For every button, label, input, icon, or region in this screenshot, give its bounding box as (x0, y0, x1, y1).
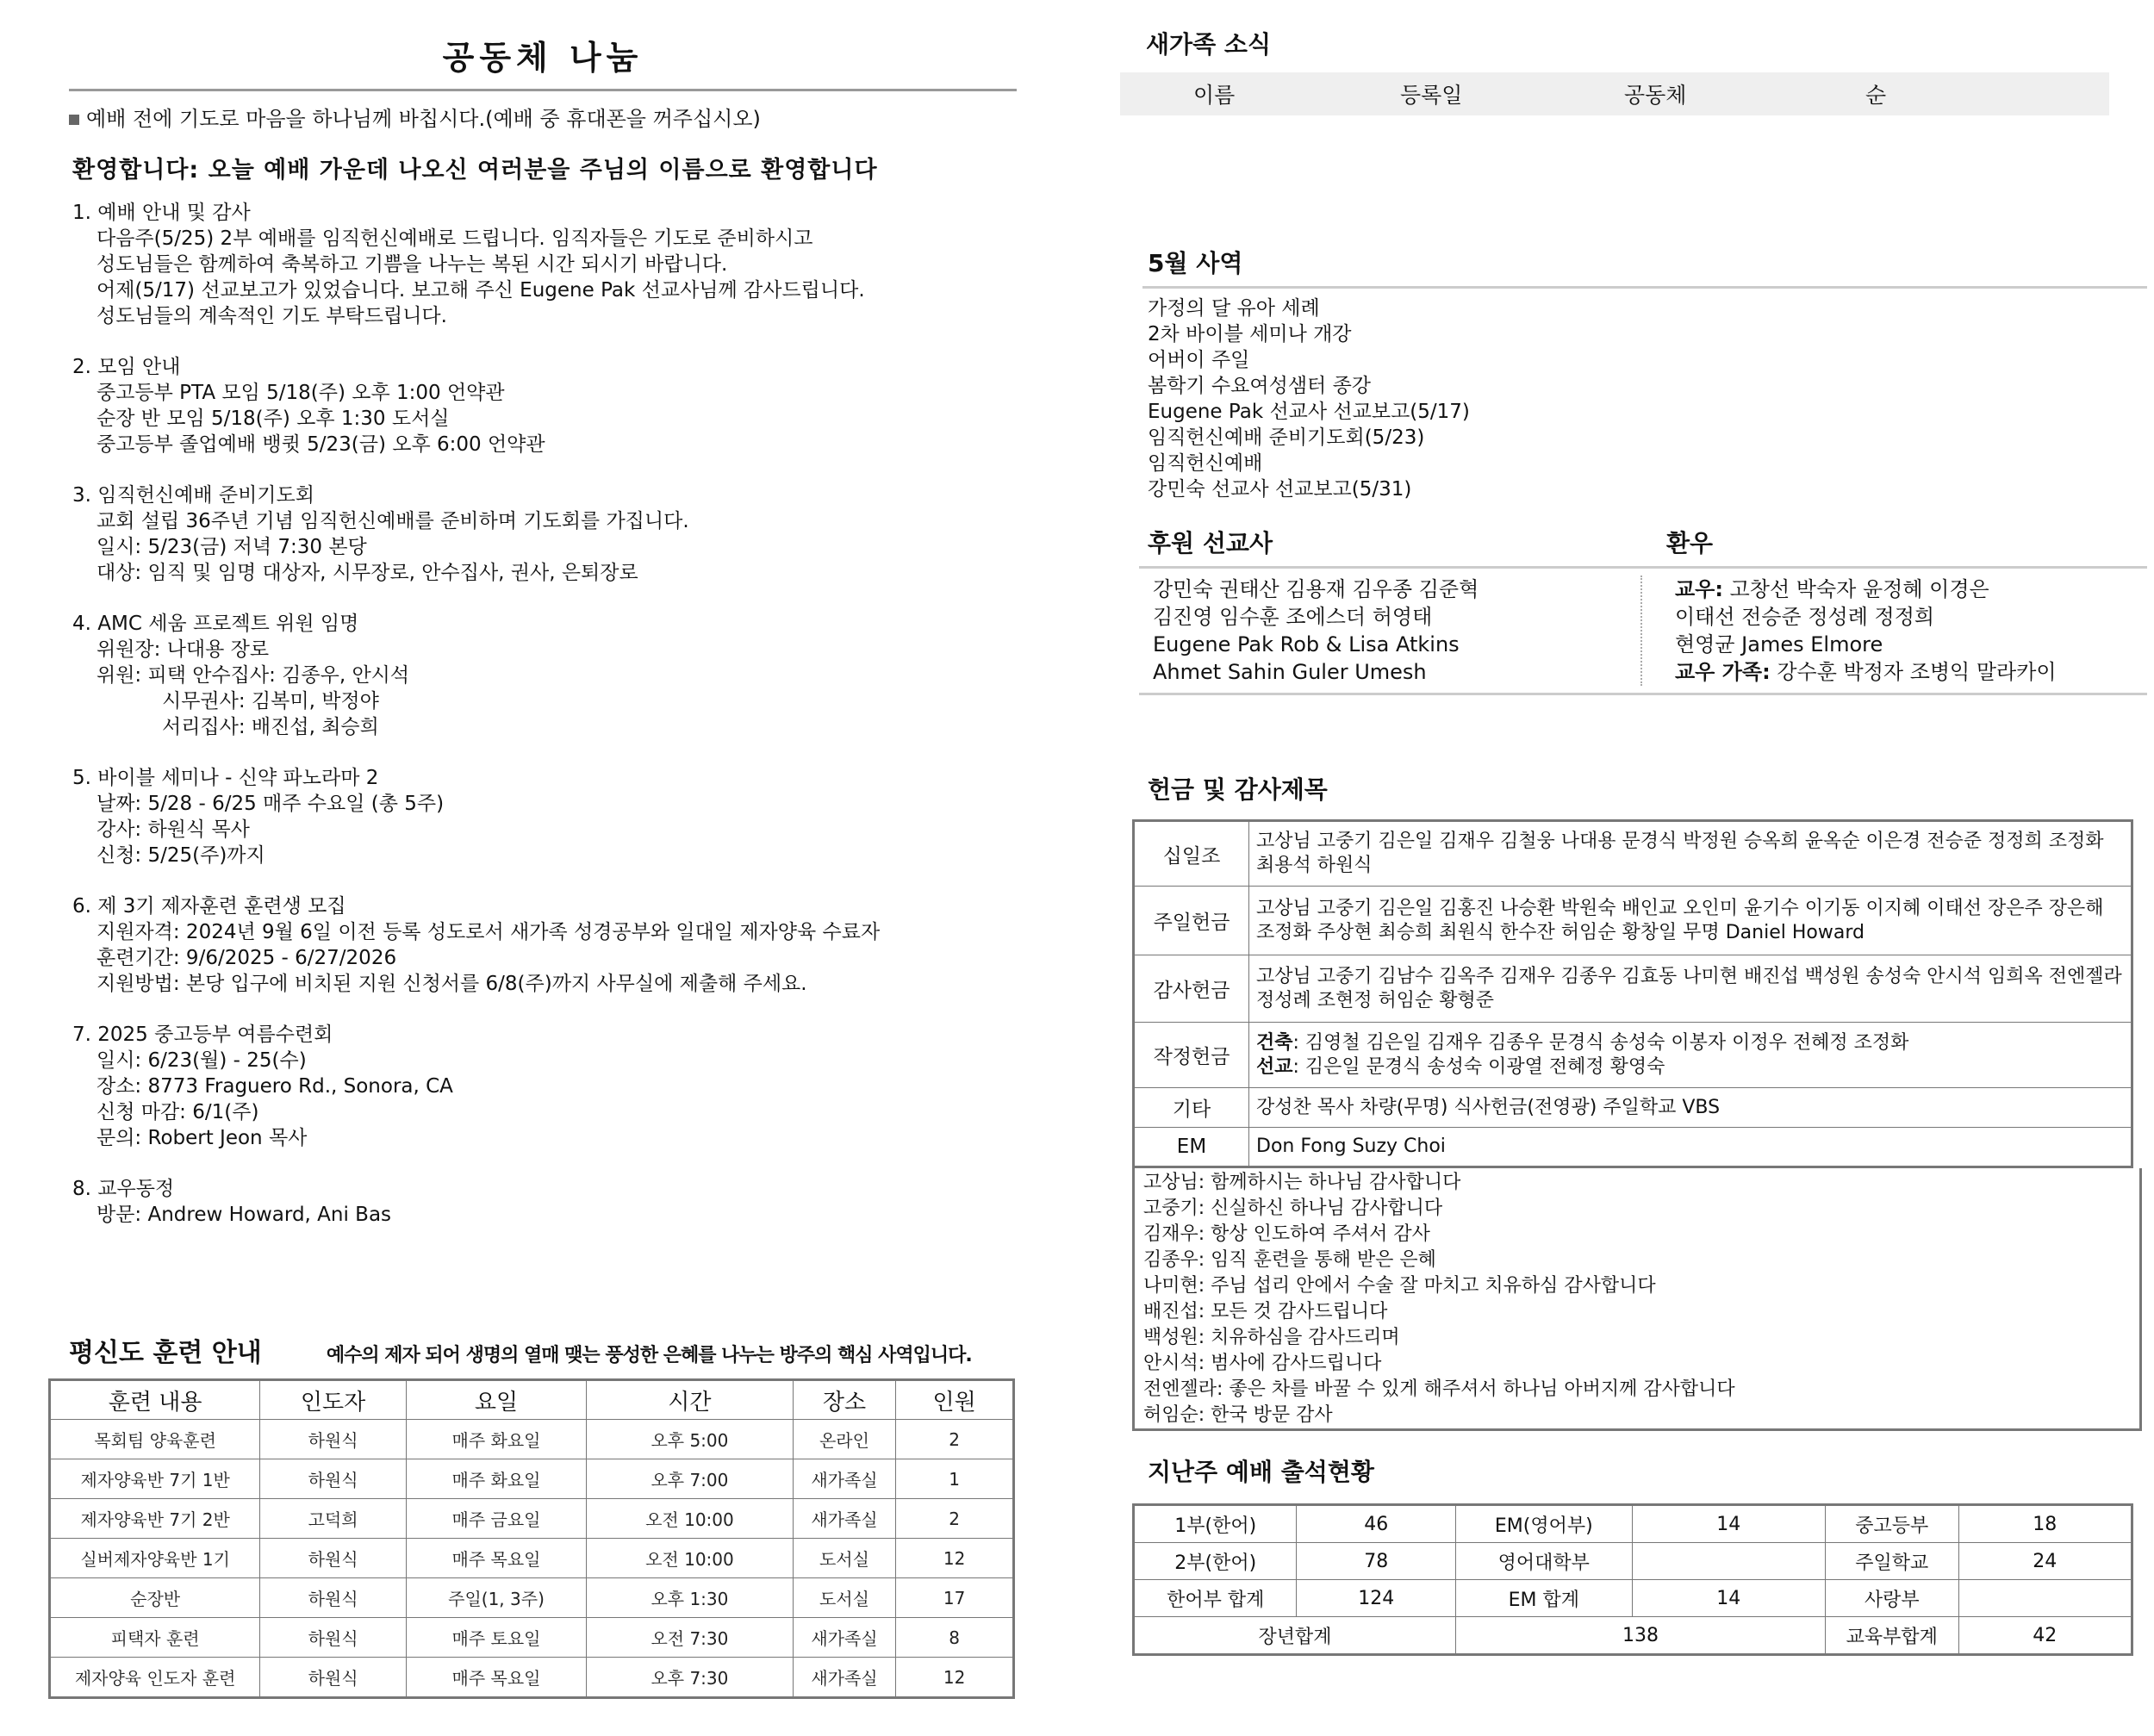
page-title: 공동체 나눔 (69, 26, 1017, 91)
announcement-3 (72, 482, 1017, 586)
table-cell: 영어대학부 (1456, 1543, 1633, 1580)
training-header (69, 1331, 1017, 1369)
table-cell: 주일(1, 3주) (406, 1578, 586, 1618)
announcement-1 (72, 200, 1017, 329)
missionaries-title: 후원 선교사 (1148, 529, 1273, 557)
table-cell: 하원식 (260, 1459, 407, 1499)
thanks-list (1132, 1168, 2142, 1431)
table-row (1134, 955, 2132, 1023)
table-cell: 하원식 (260, 1539, 407, 1578)
table-cell: EM(영어부) (1456, 1505, 1633, 1543)
table-cell: 2부(한어) (1134, 1543, 1297, 1580)
table-cell: 124 (1297, 1580, 1456, 1617)
table-cell: 매주 금요일 (406, 1499, 586, 1539)
attendance-title: 지난주 예배 출석현황 (1148, 1458, 1374, 1486)
column-header: 장소 (793, 1380, 896, 1420)
table-cell: 장년합계 (1134, 1617, 1456, 1655)
column-header: 훈련 내용 (50, 1380, 260, 1420)
offering-names: Don Fong Suzy Choi (1249, 1128, 2132, 1167)
attendance-table (1132, 1503, 2133, 1656)
announcement-line: 성도님들의 계속적인 기도 부탁드립니다. (96, 305, 447, 327)
table-cell: 1 (896, 1459, 1014, 1499)
training-title: 평신도 훈련 안내 (69, 1338, 262, 1368)
column-header: 인원 (896, 1380, 1014, 1420)
table-cell: 중고등부 (1825, 1505, 1958, 1543)
list-item: Ahmet Sahin Guler Umesh (1153, 660, 1427, 684)
announcement-line: 위원장: 나대용 장로 (96, 638, 270, 661)
table-cell: 매주 목요일 (406, 1539, 586, 1578)
table-row (50, 1578, 1014, 1618)
list-item: 고중기: 신실하신 하나님 감사합니다 (1143, 1198, 1443, 1219)
offering-label: EM (1134, 1128, 1249, 1167)
offerings-table (1132, 819, 2133, 1168)
table-row (1134, 1543, 2132, 1580)
table-cell: 제자양육 인도자 훈련 (50, 1658, 260, 1698)
table-row (50, 1499, 1014, 1539)
list-item: 2차 바이블 세미나 개강 (1148, 323, 1352, 345)
community-sharing-column (69, 26, 1017, 1689)
announcement-line: 일시: 5/23(금) 저녁 7:30 본당 (96, 536, 367, 558)
announcement-line: 신청 마감: 6/1(주) (96, 1101, 259, 1123)
list-item: 봄학기 수요여성샘터 종강 (1148, 375, 1372, 397)
table-cell: 8 (896, 1618, 1014, 1658)
offering-label: 감사헌금 (1134, 955, 1249, 1023)
announcement-line: 날짜: 5/28 - 6/25 매주 수요일 (총 5주) (96, 793, 445, 815)
announcement-line: 훈련기간: 9/6/2025 - 6/27/2026 (96, 947, 397, 969)
patients-label: 교우: (1675, 577, 1723, 601)
announcement-title: 2. 모임 안내 (72, 356, 181, 378)
announcement-title: 4. AMC 세움 프로젝트 위원 임명 (72, 613, 359, 635)
table-cell: 하원식 (260, 1420, 407, 1459)
table-cell: 138 (1456, 1617, 1826, 1655)
list-item: 고상님: 함께하시는 하나님 감사합니다 (1143, 1172, 1461, 1193)
table-header-row (50, 1380, 1014, 1420)
table-cell: 오후 1:30 (587, 1578, 793, 1618)
mission-label: 선교 (1256, 1055, 1293, 1078)
announcement-line: 다음주(5/25) 2부 예배를 임직헌신예배로 드립니다. 임직자들은 기도로 준비하시고 (96, 227, 813, 250)
list-item: 김재우: 항상 인도하여 주셔서 감사 (1143, 1223, 1430, 1245)
column-header: 인도자 (260, 1380, 407, 1420)
announcement-subline: 시무권사: 김복미, 박정야 (162, 690, 379, 712)
table-row (50, 1539, 1014, 1578)
table-cell: 고덕희 (260, 1499, 407, 1539)
announcement-8 (72, 1176, 1017, 1228)
patients-text: 이태선 전승준 정성례 정정희 (1675, 605, 1935, 629)
announcement-line: 일시: 6/23(월) - 25(수) (96, 1049, 307, 1072)
table-cell: 교육부합계 (1825, 1617, 1958, 1655)
announcement-line: 강사: 하원식 목사 (96, 818, 250, 841)
table-cell: 18 (1958, 1505, 2132, 1543)
announcement-6 (72, 893, 1017, 997)
offerings-title: 헌금 및 감사제목 (1148, 775, 1328, 804)
table-cell: 새가족실 (793, 1459, 896, 1499)
table-row (1134, 887, 2132, 955)
column-header: 시간 (587, 1380, 793, 1420)
missionaries-list (1139, 576, 1642, 686)
list-item: 강민숙 선교사 선교보고(5/31) (1148, 478, 1412, 501)
table-cell: 오전 7:30 (587, 1618, 793, 1658)
offering-names: 고상님 고중기 김남수 김옥주 김재우 김종우 김효동 나미현 배진섭 백성원 송성숙 안시석 임희옥 전엔젤라 정성례 조현정 허임순 황형준 (1249, 955, 2132, 1023)
table-row (50, 1658, 1014, 1698)
table-row (1134, 1580, 2132, 1617)
table-row (50, 1420, 1014, 1459)
offering-names: 강성찬 목사 차량(무명) 식사헌금(전영광) 주일학교 VBS (1249, 1088, 2132, 1128)
patients-text: 고창선 박숙자 윤정혜 이경은 (1722, 577, 1989, 601)
support-section-headers (1148, 525, 2152, 559)
table-row (1134, 1023, 2132, 1088)
announcement-title: 1. 예배 안내 및 감사 (72, 202, 251, 224)
table-row (50, 1459, 1014, 1499)
table-cell: 매주 화요일 (406, 1420, 586, 1459)
announcement-line: 방문: Andrew Howard, Ani Bas (96, 1204, 392, 1226)
table-cell: 도서실 (793, 1578, 896, 1618)
announcement-title: 3. 임직헌신예배 준비기도회 (72, 484, 314, 507)
table-cell: 78 (1297, 1543, 1456, 1580)
building-names: : 김영철 김은일 김재우 김종우 문경식 송성숙 이봉자 이정우 전혜정 조정화 (1292, 1031, 1909, 1054)
list-item: 나미현: 주님 섭리 안에서 수술 잘 마치고 치유하심 감사합니다 (1143, 1275, 1656, 1297)
announcement-line: 대상: 임직 및 임명 대상자, 시무장로, 안수집사, 권사, 은퇴장로 (96, 562, 638, 584)
table-cell: 제자양육반 7기 2반 (50, 1499, 260, 1539)
list-item (1675, 603, 2057, 631)
column-header: 요일 (406, 1380, 586, 1420)
announcement-line: 중고등부 PTA 모임 5/18(주) 오후 1:00 언약관 (96, 382, 505, 404)
table-cell: 도서실 (793, 1539, 896, 1578)
list-item (1675, 576, 2057, 603)
announcement-4 (72, 611, 1017, 740)
announcement-line: 중고등부 졸업예배 뱅큇 5/23(금) 오후 6:00 언약관 (96, 433, 545, 456)
table-cell: 하원식 (260, 1658, 407, 1698)
table-cell (1958, 1580, 2132, 1617)
table-cell: 17 (896, 1578, 1014, 1618)
table-cell: 실버제자양육반 1기 (50, 1539, 260, 1578)
announcement-title: 8. 교우동정 (72, 1178, 175, 1200)
table-cell: 14 (1632, 1505, 1825, 1543)
announcement-2 (72, 354, 1017, 457)
table-cell: 한어부 합계 (1134, 1580, 1297, 1617)
support-box (1139, 566, 2147, 695)
notice-text: 예배 전에 기도로 마음을 하나님께 바칩시다.(예배 중 휴대폰을 꺼주십시오) (86, 107, 761, 131)
list-item: 허임순: 한국 방문 감사 (1143, 1404, 1333, 1426)
table-cell: 14 (1632, 1580, 1825, 1617)
list-item: Eugene Pak Rob & Lisa Atkins (1153, 632, 1460, 656)
announcement-line: 지원방법: 본당 입구에 비치된 지원 신청서를 6/8(주)까지 사무실에 제출해 주세요. (96, 973, 807, 995)
announcement-line: 어제(5/17) 선교보고가 있었습니다. 보고해 주신 Eugene Pak 선교사님께 감사드립니다. (96, 279, 865, 302)
announcement-line: 장소: 8773 Fraguero Rd., Sonora, CA (96, 1075, 453, 1098)
list-item (1675, 631, 2057, 658)
news-column (1120, 26, 2137, 1656)
list-item (1675, 658, 2057, 686)
training-table (48, 1378, 1015, 1699)
column-header: 공동체 (1624, 83, 1687, 108)
table-cell (1632, 1543, 1825, 1580)
list-item: Eugene Pak 선교사 선교보고(5/17) (1148, 401, 1470, 423)
table-cell: 12 (896, 1658, 1014, 1698)
welcome-message: 환영합니다: 오늘 예배 가운데 나오신 여러분을 주님의 이름으로 환영합니다 (72, 157, 878, 184)
table-cell: 12 (896, 1539, 1014, 1578)
announcement-line: 성도님들은 함께하여 축복하고 기쁨을 나누는 복된 시간 되시기 바랍니다. (96, 253, 728, 276)
patients-title: 환우 (1666, 529, 1714, 557)
table-cell: 오전 10:00 (587, 1499, 793, 1539)
column-header: 등록일 (1400, 83, 1463, 108)
patients-label: 교우 가족: (1675, 660, 1771, 684)
events-title: 5월 사역 (1148, 249, 1243, 277)
table-cell: 새가족실 (793, 1658, 896, 1698)
table-cell: 하원식 (260, 1578, 407, 1618)
table-cell: 순장반 (50, 1578, 260, 1618)
table-cell: 목회팀 양육훈련 (50, 1420, 260, 1459)
table-cell: 주일학교 (1825, 1543, 1958, 1580)
table-cell: 피택자 훈련 (50, 1618, 260, 1658)
table-cell: 제자양육반 7기 1반 (50, 1459, 260, 1499)
offering-label: 십일조 (1134, 821, 1249, 887)
announcement-subline: 서리집사: 배진섭, 최승희 (162, 716, 379, 738)
offering-label: 주일헌금 (1134, 887, 1249, 955)
list-item: 김진영 임수훈 조에스더 허영태 (1153, 605, 1433, 629)
column-header: 순 (1865, 83, 1887, 108)
list-item: 임직헌신예배 준비기도회(5/23) (1148, 426, 1425, 449)
table-cell: 42 (1958, 1617, 2132, 1655)
announcement-line: 위원: 피택 안수집사: 김종우, 안시석 (96, 664, 410, 687)
announcement-7 (72, 1022, 1017, 1151)
announcement-title: 7. 2025 중고등부 여름수련회 (72, 1024, 333, 1046)
new-family-title: 새가족 소식 (1146, 30, 1271, 59)
list-item: 가정의 달 유아 세례 (1148, 297, 1320, 320)
table-cell: 매주 토요일 (406, 1618, 586, 1658)
list-item: 배진섭: 모든 것 감사드립니다 (1143, 1301, 1388, 1322)
patients-text: 강수훈 박정자 조병익 말라카이 (1770, 660, 2057, 684)
announcement-5 (72, 765, 1017, 868)
table-cell: 매주 목요일 (406, 1658, 586, 1698)
training-subtitle: 예수의 제자 되어 생명의 열매 맺는 풍성한 은혜를 나누는 방주의 핵심 사역입니다. (326, 1345, 972, 1366)
list-item: 백성원: 치유하심을 감사드리며 (1143, 1327, 1400, 1348)
new-family-header (1120, 72, 2109, 115)
announcement-line: 신청: 5/25(주)까지 (96, 844, 265, 867)
list-item: 강민숙 권태산 김용재 김우종 김준혁 (1153, 577, 1479, 601)
table-cell: 하원식 (260, 1618, 407, 1658)
mission-names: : 김은일 문경식 송성숙 이광열 전혜정 황영숙 (1292, 1055, 1665, 1078)
table-cell: 사랑부 (1825, 1580, 1958, 1617)
table-cell: 매주 화요일 (406, 1459, 586, 1499)
table-cell: 새가족실 (793, 1499, 896, 1539)
square-bullet-icon (69, 115, 79, 125)
column-header: 이름 (1193, 83, 1236, 108)
table-row (50, 1618, 1014, 1658)
announcement-title: 5. 바이블 세미나 - 신약 파노라마 2 (72, 767, 379, 789)
table-row (1134, 1088, 2132, 1128)
table-row (1134, 821, 2132, 887)
table-cell: 24 (1958, 1543, 2132, 1580)
table-cell: 온라인 (793, 1420, 896, 1459)
announcement-line: 순장 반 모임 5/18(주) 오후 1:30 도서실 (96, 408, 450, 430)
table-row (1134, 1128, 2132, 1167)
table-cell: 1부(한어) (1134, 1505, 1297, 1543)
table-cell: 오후 7:30 (587, 1658, 793, 1698)
table-cell: 2 (896, 1420, 1014, 1459)
table-cell: 새가족실 (793, 1618, 896, 1658)
table-row (1134, 1505, 2132, 1543)
list-item: 안시석: 범사에 감사드립니다 (1143, 1353, 1382, 1374)
table-row (1134, 1617, 2132, 1655)
announcement-line: 지원자격: 2024년 9월 6일 이전 등록 성도로서 새가족 성경공부와 일대일 제자양육 수료자 (96, 921, 881, 943)
announcement-title: 6. 제 3기 제자훈련 훈련생 모집 (72, 895, 346, 918)
offering-label: 기타 (1134, 1088, 1249, 1128)
patients-list (1642, 576, 2057, 686)
events-list (1142, 286, 2147, 502)
table-cell: 오전 10:00 (587, 1539, 793, 1578)
offering-label: 작정헌금 (1134, 1023, 1249, 1088)
list-item: 김종우: 임직 훈련을 통해 받은 은혜 (1143, 1249, 1436, 1271)
list-item: 임직헌신예배 (1148, 452, 1263, 475)
list-item: 전엔젤라: 좋은 차를 바꿀 수 있게 해주셔서 하나님 아버지께 감사합니다 (1143, 1378, 1735, 1400)
announcement-line: 문의: Robert Jeon 목사 (96, 1127, 308, 1149)
list-item: 어버이 주일 (1148, 349, 1250, 371)
worship-notice (69, 102, 1017, 132)
table-cell: 오후 5:00 (587, 1420, 793, 1459)
table-cell: 46 (1297, 1505, 1456, 1543)
offering-names (1249, 1023, 2132, 1088)
offering-names: 고상님 고중기 김은일 김재우 김철웅 나대용 문경식 박정원 승옥희 윤옥순 이은경 전승준 정정희 조정화 최용석 하원식 (1249, 821, 2132, 887)
announcement-line: 교회 설립 36주년 기념 임직헌신예배를 준비하며 기도회를 가집니다. (96, 510, 689, 532)
offering-names: 고상님 고중기 김은일 김홍진 나승환 박원숙 배인교 오인미 윤기수 이기동 이지혜 이태선 장은주 장은해 조정화 주상현 최승희 최원식 한수잔 허임순 황창일 무명 Daniel Howard (1249, 887, 2132, 955)
table-cell: 오후 7:00 (587, 1459, 793, 1499)
table-cell: EM 합계 (1456, 1580, 1633, 1617)
table-cell: 2 (896, 1499, 1014, 1539)
patients-text: 현영균 James Elmore (1675, 632, 1883, 656)
building-label: 건축 (1256, 1031, 1293, 1054)
